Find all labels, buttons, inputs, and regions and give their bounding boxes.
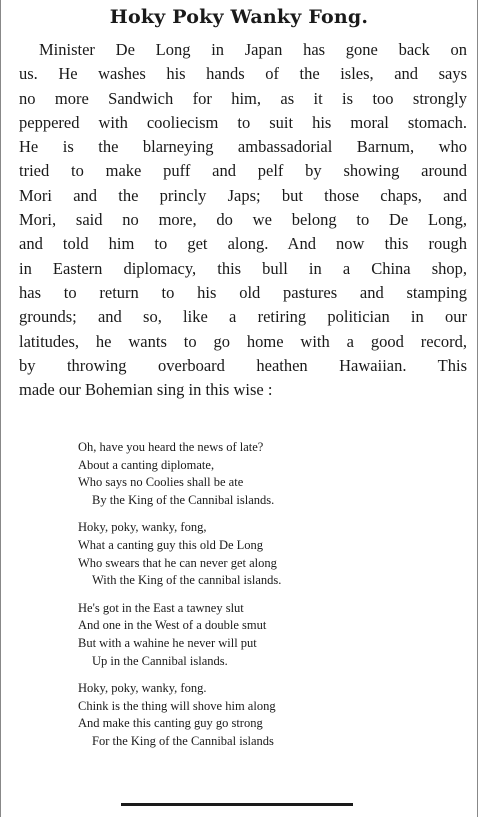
article-prose: [19, 38, 467, 402]
prose-line: He is the blarneying ambassadorial Barnum, who: [19, 137, 467, 157]
prose-line: has to return to his old pastures and stamping: [19, 282, 467, 302]
poem-verse: Who swears that he can never get along: [78, 555, 277, 570]
poem-verse: Oh, have you heard the news of late?: [78, 440, 264, 454]
poem-verse: With the King of the cannibal islands.: [92, 573, 282, 588]
poem: [78, 439, 458, 761]
poem-stanza: [78, 600, 458, 670]
poem-verse: And one in the West of a double smut: [78, 618, 267, 633]
poem-verse: Hoky, poky, wanky, fong.: [78, 681, 207, 696]
article-title: Hoky Poky Wanky Fong.: [109, 6, 369, 28]
poem-stanza: [78, 680, 458, 750]
prose-line: peppered with cooliecism to suit his moral stomach.: [19, 112, 467, 132]
poem-stanza: [78, 439, 458, 509]
poem-verse: For the King of the Cannibal islands: [92, 733, 274, 748]
poem-verse: Chink is the thing will shove him along: [78, 698, 276, 713]
prose-line: latitudes, he wants to go home with a good record,: [19, 331, 467, 351]
prose-line: and told him to get along. And now this rough: [19, 234, 467, 254]
poem-stanza: [78, 519, 458, 589]
poem-verse: Who says no Coolies shall be ate: [78, 475, 244, 490]
prose-line: Mori, said no more, do we belong to De Long,: [19, 210, 467, 230]
closing-rule: [121, 803, 353, 806]
prose-line: in Eastern diplomacy, this bull in a China shop,: [19, 258, 467, 278]
poem-verse: What a canting guy this old De Long: [78, 537, 264, 552]
poem-verse: He's got in the East a tawney slut: [78, 600, 244, 615]
prose-line: Minister De Long in Japan has gone back on: [39, 40, 467, 59]
prose-line: grounds; and so, like a retiring politician in our: [19, 307, 467, 327]
prose-line: by throwing overboard heathen Hawaiian. This: [19, 355, 467, 375]
poem-verse: About a canting diplomate,: [78, 457, 215, 472]
poem-verse: And make this canting guy go strong: [78, 716, 263, 731]
prose-line: us. He washes his hands of the isles, and says: [19, 64, 467, 84]
poem-verse: Up in the Cannibal islands.: [92, 653, 228, 668]
poem-verse: But with a wahine he never will put: [78, 635, 257, 650]
poem-verse: Hoky, poky, wanky, fong,: [78, 520, 207, 535]
prose-line: no more Sandwich for him, as it is too strongly: [19, 88, 467, 108]
prose-line: made our Bohemian sing in this wise :: [19, 380, 273, 400]
prose-line: Mori and the princly Japs; but those chaps, and: [19, 185, 467, 205]
poem-verse: By the King of the Cannibal islands.: [92, 492, 275, 507]
prose-line: tried to make puff and pelf by showing around: [19, 161, 467, 181]
